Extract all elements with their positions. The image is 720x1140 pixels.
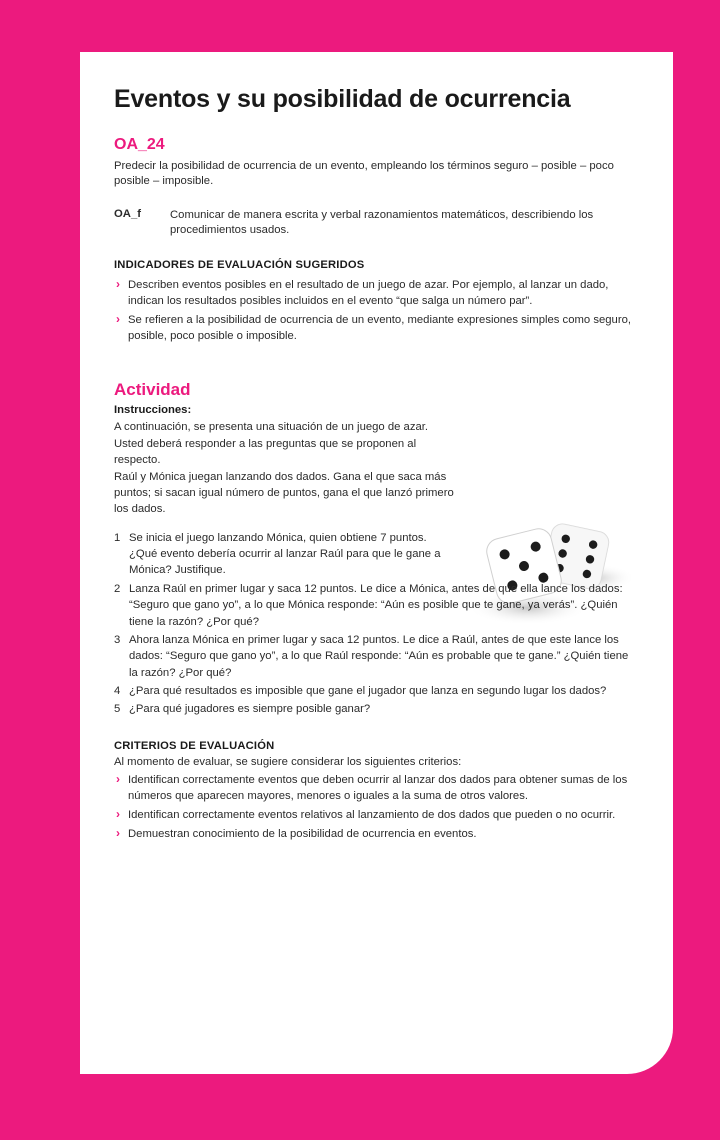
- oaf-row: [114, 208, 634, 240]
- list-item: › Se refieren a la posibilidad de ocurrencia de un evento, mediante expresiones simples como seguro, posible, poco posible o imposible.: [114, 312, 634, 344]
- indicadores-heading: INDICADORES DE EVALUACIÓN SUGERIDOS: [114, 259, 365, 272]
- question-text: Se inicia el juego lanzando Mónica, quien obtiene 7 puntos. ¿Qué evento debería ocurrir al lanzar Raúl para que le gane a Mónica? Justifique.: [129, 531, 441, 577]
- instrucciones-label: Instrucciones:: [114, 404, 192, 417]
- criterios-heading: CRITERIOS DE EVALUACIÓN: [114, 739, 275, 752]
- oa-description: Predecir la posibilidad de ocurrencia de un evento, empleando los términos seguro – posible – poco posible – imposible.: [114, 159, 614, 188]
- oaf-code: OA_f: [114, 207, 141, 220]
- question-text: Ahora lanza Mónica en primer lugar y saca 12 puntos. Le dice a Raúl, antes de que este lance los dados: “Seguro que gano yo”, a lo que Raúl responde: “Aún es probable que te gane.” ¿Quién tiene la razón? ¿Por qué?: [129, 633, 629, 679]
- question-text: ¿Para qué jugadores es siempre posible ganar?: [129, 703, 371, 716]
- list-item: › Identifican correctamente eventos relativos al lanzamiento de dos dados que pueden o no ocurrir.: [114, 807, 634, 823]
- criterios-lead: Al momento de evaluar, se sugiere considerar los siguientes criterios:: [114, 755, 462, 768]
- list-item: [114, 632, 634, 681]
- question-text: Lanza Raúl en primer lugar y saca 12 puntos. Le dice a Mónica, antes de que ella lance los dados: “Seguro que gano yo”, a lo que Mónica responde: “Aún es posible que te gane, ya verás”. ¿Quién tiene la razón? ¿Por qué?: [129, 582, 623, 628]
- question-number: 4: [114, 685, 121, 698]
- indicadores-list: [114, 277, 634, 344]
- question-number: 2: [114, 582, 121, 595]
- intro-line: A continuación, se presenta una situación de un juego de azar.: [114, 421, 429, 434]
- document-page: [80, 52, 673, 1074]
- oa-code: OA_24: [114, 135, 165, 153]
- question-number: 3: [114, 633, 121, 646]
- actividad-heading: Actividad: [114, 380, 191, 400]
- intro-line: Raúl y Mónica juegan lanzando dos dados. Gana el que saca más puntos; si sacan igual número de puntos, gana el que lanzó primero los dados.: [114, 470, 454, 516]
- page-title: Eventos y su posibilidad de ocurrencia: [114, 85, 571, 113]
- question-number: 1: [114, 531, 121, 544]
- list-item: › Identifican correctamente eventos que deben ocurrir al lanzar dos dados para obtener sumas de los números que aparecen mayores, menores o iguales a la suma de otros valores.: [114, 772, 634, 804]
- list-item: › Demuestran conocimiento de la posibilidad de ocurrencia en eventos.: [114, 826, 634, 842]
- actividad-intro: [114, 419, 462, 517]
- document-content: [114, 86, 634, 845]
- question-text: ¿Para qué resultados es imposible que gane el jugador que lanza en segundo lugar los dados?: [129, 685, 607, 698]
- intro-line: Usted deberá responder a las preguntas que se proponen al respecto.: [114, 437, 417, 467]
- oaf-description: Comunicar de manera escrita y verbal razonamientos matemáticos, describiendo los procedimientos usados.: [170, 208, 594, 237]
- list-item: [114, 581, 634, 630]
- list-item: [114, 683, 634, 699]
- list-item: [114, 530, 454, 579]
- list-item: [114, 701, 634, 717]
- question-number: 5: [114, 703, 121, 716]
- list-item: › Describen eventos posibles en el resultado de un juego de azar. Por ejemplo, al lanzar un dado, indican los resultados posibles incluidos en el evento “que salga un número par”.: [114, 277, 634, 309]
- criterios-list: [114, 772, 634, 842]
